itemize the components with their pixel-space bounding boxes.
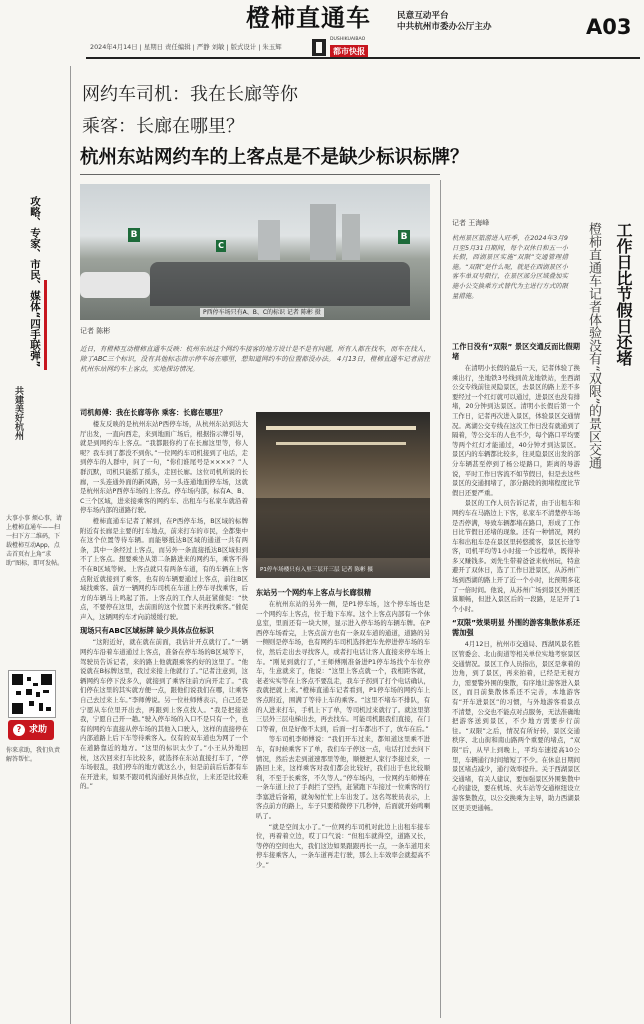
main-column-2 bbox=[256, 584, 430, 1018]
crowd-shape bbox=[256, 498, 430, 558]
col1-subhead-2: 现场只有ABC区域标牌 缺少具体点位标识 bbox=[80, 626, 214, 636]
photo-caption-2: P1停车场楼只有入里三层开三层 记者 陈彬 摄 bbox=[260, 567, 373, 573]
masthead bbox=[0, 0, 644, 66]
qr-module bbox=[36, 692, 40, 697]
right-reporter: 记者 王海峰 bbox=[452, 219, 490, 227]
help-note: 你来求助，我们负责解答帮忙。 bbox=[6, 747, 61, 763]
right-paragraph: 景区的工作人员告诉记者，由于出租车和网约车在马路边上下客，私家车不清楚停车场是否停满，导致车辆都堵在路口，形成了工作日比节假日还堵的现象。还有一种情况，网约车和出租车是在景区里转悠揽客，景区长途等客，司机平均等1小时接一个远程单，既得补多又赚钱多。刘先生带着爸爸来杭州玩，特意避开了双休日，选了工作日进景区，从苏州广场到西湖的路上开了近一个小时，比预期多花了一倍时间。他说，从苏州广场到景区外围还算顺畅，但进入景区后的一段路，足足开了1个小时。 bbox=[452, 499, 580, 613]
sign-b-2: B bbox=[398, 230, 410, 244]
ceiling-lights bbox=[266, 426, 416, 430]
slogan-line1: 民意互动平台 bbox=[397, 11, 449, 21]
ceiling-lights bbox=[276, 442, 406, 445]
rail-accent-bar bbox=[44, 280, 47, 370]
col1-subhead-1: 司机师傅：我在长廊等你 乘客：长廊在哪里？ bbox=[80, 408, 227, 417]
col2-paragraph: 在杭州东站的另外一侧，是P1停车场，这个停车场也是一个网约车上客点，位于地下车库。这个上客点内部有一个休息室，里面还有一块大屏，显示进入停车场的车辆车牌。在P西停车场看完，上客点前方也有一条双车道的通道，道路的另一侧则是停车场，也有网约车司机选择把车先停进停车场的车位，然后走出去寻找客人，或者打电话让客人直接来停车场上车。“刚见到就行了，”王师傅刚准备进P1停车场找个车位停车，生意就来了，他说：“这里上客点就一个，我相距客就，老老实实等在上客点不要乱走，我车子拐到了打个电话确认，我就把就上来。”橙柿直通车记者看到，P1停车场的网约车上客点附近，围满了等待上车的乘客。“这里不堵车不排队，有的人进来打车，手机上下了单，等司机过来就行了。就这里第三层外三层电梯出去，再去找车。可能司机跟我们直接，在门口等着，但是好像不太到，后面一打车都出不了，放车在后。” bbox=[256, 600, 430, 733]
headline-main: 杭州东站网约车的上客点是不是缺少标识标牌？ bbox=[80, 147, 469, 168]
qr-module bbox=[29, 701, 34, 706]
building-shape bbox=[258, 220, 280, 260]
help-label: 求助 bbox=[29, 725, 48, 735]
qr-code[interactable] bbox=[8, 670, 56, 718]
rail-divider bbox=[70, 66, 71, 1024]
parking-lot-photo bbox=[80, 184, 430, 320]
right-vertical-sub: 橙柿直通车记者体验没有“双限”的景区交通 bbox=[586, 222, 601, 470]
rail-vertical-sub: 共建美好杭州 bbox=[13, 386, 23, 440]
building-shape bbox=[310, 204, 336, 260]
qr-module bbox=[27, 677, 31, 681]
sign-b: B bbox=[128, 228, 140, 242]
photo-caption-1: P西停车场只有A、B、C的标识 记者 陈彬 摄 bbox=[200, 308, 324, 317]
brand-logo-mark bbox=[316, 42, 322, 53]
right-subhead-1: 工作日没有“双限” 景区交通反而比假期堵 bbox=[452, 342, 580, 361]
help-button[interactable] bbox=[8, 720, 54, 740]
building-shape bbox=[342, 214, 360, 260]
brand-logo bbox=[312, 37, 378, 59]
right-paragraph: 在清明小长假的最后一天，记者体验了换乘出行，坐地铁3号线到黄龙地铁站，坐西湖公交专线前往灵隐景区，去景区的路上差不多要经过一个红灯就可以通过，进景区也没有排堵，20分钟到达景区。清明小长假后第一个工作日，记者再次进入景区，体验景区交通情况。离湖公交专线在这次工作日没有就通到了隔着，等公交车的人也不少，每个路口平均要等两个红灯才能通过，40分钟才到达景区。景区内的车辆都比较多，往灵隐景区出发的部分车辆甚至停到了杨公堤路口，距离的导游说，平时工作日客流不如节假日，但是去这些景区的交通拥堵了，部分路段的拥堵程度比节假日还要严重。 bbox=[452, 364, 580, 497]
page-number: A03 bbox=[586, 15, 632, 39]
qr-module bbox=[39, 703, 43, 711]
qr-finder-tl bbox=[12, 674, 23, 685]
column-divider bbox=[440, 180, 441, 1018]
col2-paragraph: “就是空间太小了。”一位网约车司机对此边上出租车接车位，再着着立边，哎丁口气说：“但租车就得空，道路又长，等停的空间也大，我们这边如果跟跟再长一点，一条车道用来停车接乘客人，一条车道再走行驶，那么上车效率会就提高不少。” bbox=[256, 822, 430, 870]
headline-kicker-2: 乘客：长廊在哪里？ bbox=[82, 116, 244, 137]
right-subhead-2: “双限”效果明显 外围的游客集散体系还需加强 bbox=[452, 618, 580, 638]
col1-paragraph: “这附近好，就在就在前面，我估计开点就行了。”一辆网约车沿着车道通过上客点，准备在停车场的B区域等下，驾驶员告诉记者，来的路上他就跟乘客约好的这里了。“他说就在B标牌这里，我过来接上他就行了。”记者注意到，这辆网约车停下没多久，就接到了乘客往前方向开走了。“我们停在这里的其实就方便一点，跟他们说我们在哪，让乘客自己去过来上车。”李师傅说。另一位杜师傅表示，自己还是宁愿从车位里开出去，再跟到上客点找人。“我是把接送我，宁愿自己开一趟。”驶入停车场的入口不是只有一个，也有的网约车直接从停车场的其他入口驶入，这样的直接停在内部道路上后下车等待乘客入。仅有的双车道也为网了一个在道路靠近的地方。“这里的标识太少了。”小王从外地回杭，这次回来打车比较多，就选择在东站直接打车了，“停车场很乱，我们停车的地方就这么小，但是前前后后都有车在开进来，如果不跟司机沟通好具体点位，上来还是比较难的。” bbox=[80, 638, 248, 791]
masthead-rule bbox=[86, 57, 640, 59]
main-intro: 近日，有橙柿互动橙柿直通车反映：杭州东站这个网约车接客的地方设计是不是有问题，所有人都在找车，而车在找人，除了ABC三个标识，没有其他标志指示停车场在哪里，想知道网约车的位置都没办法。 4月13日，橙柿直通车记者前往杭州东站网约车上客点，实地探访情况。 bbox=[80, 345, 430, 373]
brand-cn: 都市快报 bbox=[330, 45, 368, 58]
rail-vertical-title: 攻略、专家、市民、媒体“四手联弹” bbox=[29, 196, 41, 368]
section-title: 橙柿直通车 bbox=[246, 3, 371, 32]
underground-garage-photo bbox=[256, 412, 430, 578]
qr-finder-bl bbox=[12, 703, 23, 714]
col1-paragraph: 橙柿直通车记者了解到，在P西停车场，B区域的标牌附近有长廊是主要的打车地点，前来打车的市民，全都集中在这个位置等待车辆。而能够抵达B区域的通道一共有两条，其中一条经过上客点，而另外一条直接抵达B区域但到不了上客点。想要乘坐从第二条路进来的网约车，乘客不得不在B区域等候。上客点就只有两条车道，有的车辆在上客点附近就接到了乘客，也有的车辆要通过上客点，前往B区域找乘客。前方一辆网约车司机在车道上停车寻找乘客，后方的车辆马上鸣起了笛。上客点的工作人员赶紧催促：“快点，不要停在这里，去前面的这个位置下来再找乘客。”催促声入，这辆网约车才向前缓缓行驶。 bbox=[80, 516, 248, 621]
qr-module bbox=[46, 707, 51, 711]
main-reporter: 记者 陈彬 bbox=[80, 327, 111, 335]
car-shape bbox=[80, 272, 150, 298]
right-column bbox=[452, 338, 580, 1018]
qr-module bbox=[43, 690, 49, 693]
brand-en: DUSHIKUAIBAO bbox=[330, 37, 366, 42]
right-vertical-title: 工作日比节假日还堵 bbox=[614, 222, 633, 366]
help-icon: ? bbox=[13, 724, 25, 736]
qr-finder-tr bbox=[41, 674, 52, 685]
left-rail bbox=[0, 66, 70, 1024]
right-intro: 杭州景区旅游进入旺季，在2024年3月9日至5月31日期间，每个双休日和五一小长假，西湖景区实施“双限”交通管理措施。“双限”是什么呢，就是在西湖景区小客车单双号限行，在景区部分区域叠加实施小公交换乘方式替代为主进行方式的限量措施。 bbox=[452, 234, 568, 300]
qr-module bbox=[16, 691, 21, 695]
headline-kicker-1: 网约车司机：我在长廊等你 bbox=[82, 84, 298, 105]
sign-c: C bbox=[216, 240, 226, 252]
qr-module bbox=[33, 683, 38, 686]
col1-paragraph: 楼友反映的是杭州东站P西停车场，从杭州东站到达大厅出发，一直向西走，来到地面广场后，根据指示牌引导，就是到网约车上客点。“我都跟你约了在长廊这里等，你人呢？我车到了都没不到你。”一位网约车司机接到了电话，走到停车的人群中，问了一句，“你们谁尾号是××××？”人群沉默，司机只能摇了摇头，走回长廊。这位司机所说的长廊，一头连通外面的新风路，另一头连通地面停车场，这就是杭州东站P西停车场的上客点。停车场内部，标有A、B、C三个区域，进来接乘客的网约车、出租车与私家车就沿着停车场内部的道路行驶。 bbox=[80, 420, 248, 515]
date-line: 2024年4月14日 | 星期日 责任编辑 | 严静 刘敏 | 版式设计 | 朱玉辉 bbox=[90, 43, 282, 51]
col2-subhead: 东站另一个网约车上客点与长廊很精 bbox=[256, 588, 372, 597]
headline-rule bbox=[80, 174, 440, 175]
right-paragraph: 4月12日，杭州市交通局、西湖风景名胜区管委会、北山街道等相关单位实地考察景区交通情况。景区工作人员指出，景区是拿着的边角，到了景区，再来拍着，已经是无视方力，需要警外围的集散，有序地让游客进入景区，而目前集散体系还不完善，本地游客有“开车进景区”的习惯，与外地游客看景点不清楚，公交也不能点对点服务，无法准确地把游客送到景区，不少地方需要步行前往。“双限”之后，情况有所好转，景区交通秩序、北山街和南山路两个重要的堵点，“双限”后，从早上到晚上，平均车速提高10公里，车辆通行时间缩短了不少。在休息日期间景区堵点减少，通行效率提升。关于西湖景区交通堵，有关人建议，要加强景区外围集散中心的建设，要在机场、火车站等交通枢纽设立游客集散点，以公交换乘为主导，助力西湖景区更美更通畅。 bbox=[452, 640, 580, 812]
qr-module bbox=[26, 689, 32, 695]
rail-promo-text: 大事小事 烦心事，请上橙柿直通车——扫一扫下方二维码，下载橙柿互动App，点击首页右上角“求助”图标，即可发帖。 bbox=[6, 515, 64, 567]
col2-paragraph: 等车司机李师傅说：“我们开车过来，都知道这里乘不进车，有时候乘客下了单，我们车子停这一点，电话打过去问下情况，然后去走到道速那里等他，顺便把人家行李接过来，一路回上来，这样乘客对我们都会比较好，我们出于也比较顺利，不至于长乘客，不久等人。”停车场内，一位网约车师傅在一条车道上拉了手刹拦了空挡，赶紧跑下车接过一位乘客的行李塞进后备箱，就匆匆忙忙上车出发了。这名驾驶员表示，上客点前方的路上，车子只要稍微停下几秒钟，后面就开始鸣喇叭了。 bbox=[256, 735, 430, 821]
main-column-1 bbox=[80, 404, 248, 1018]
slogan-line2: 中共杭州市委办公厅主办 bbox=[397, 22, 492, 32]
crowd-shape bbox=[150, 262, 410, 306]
